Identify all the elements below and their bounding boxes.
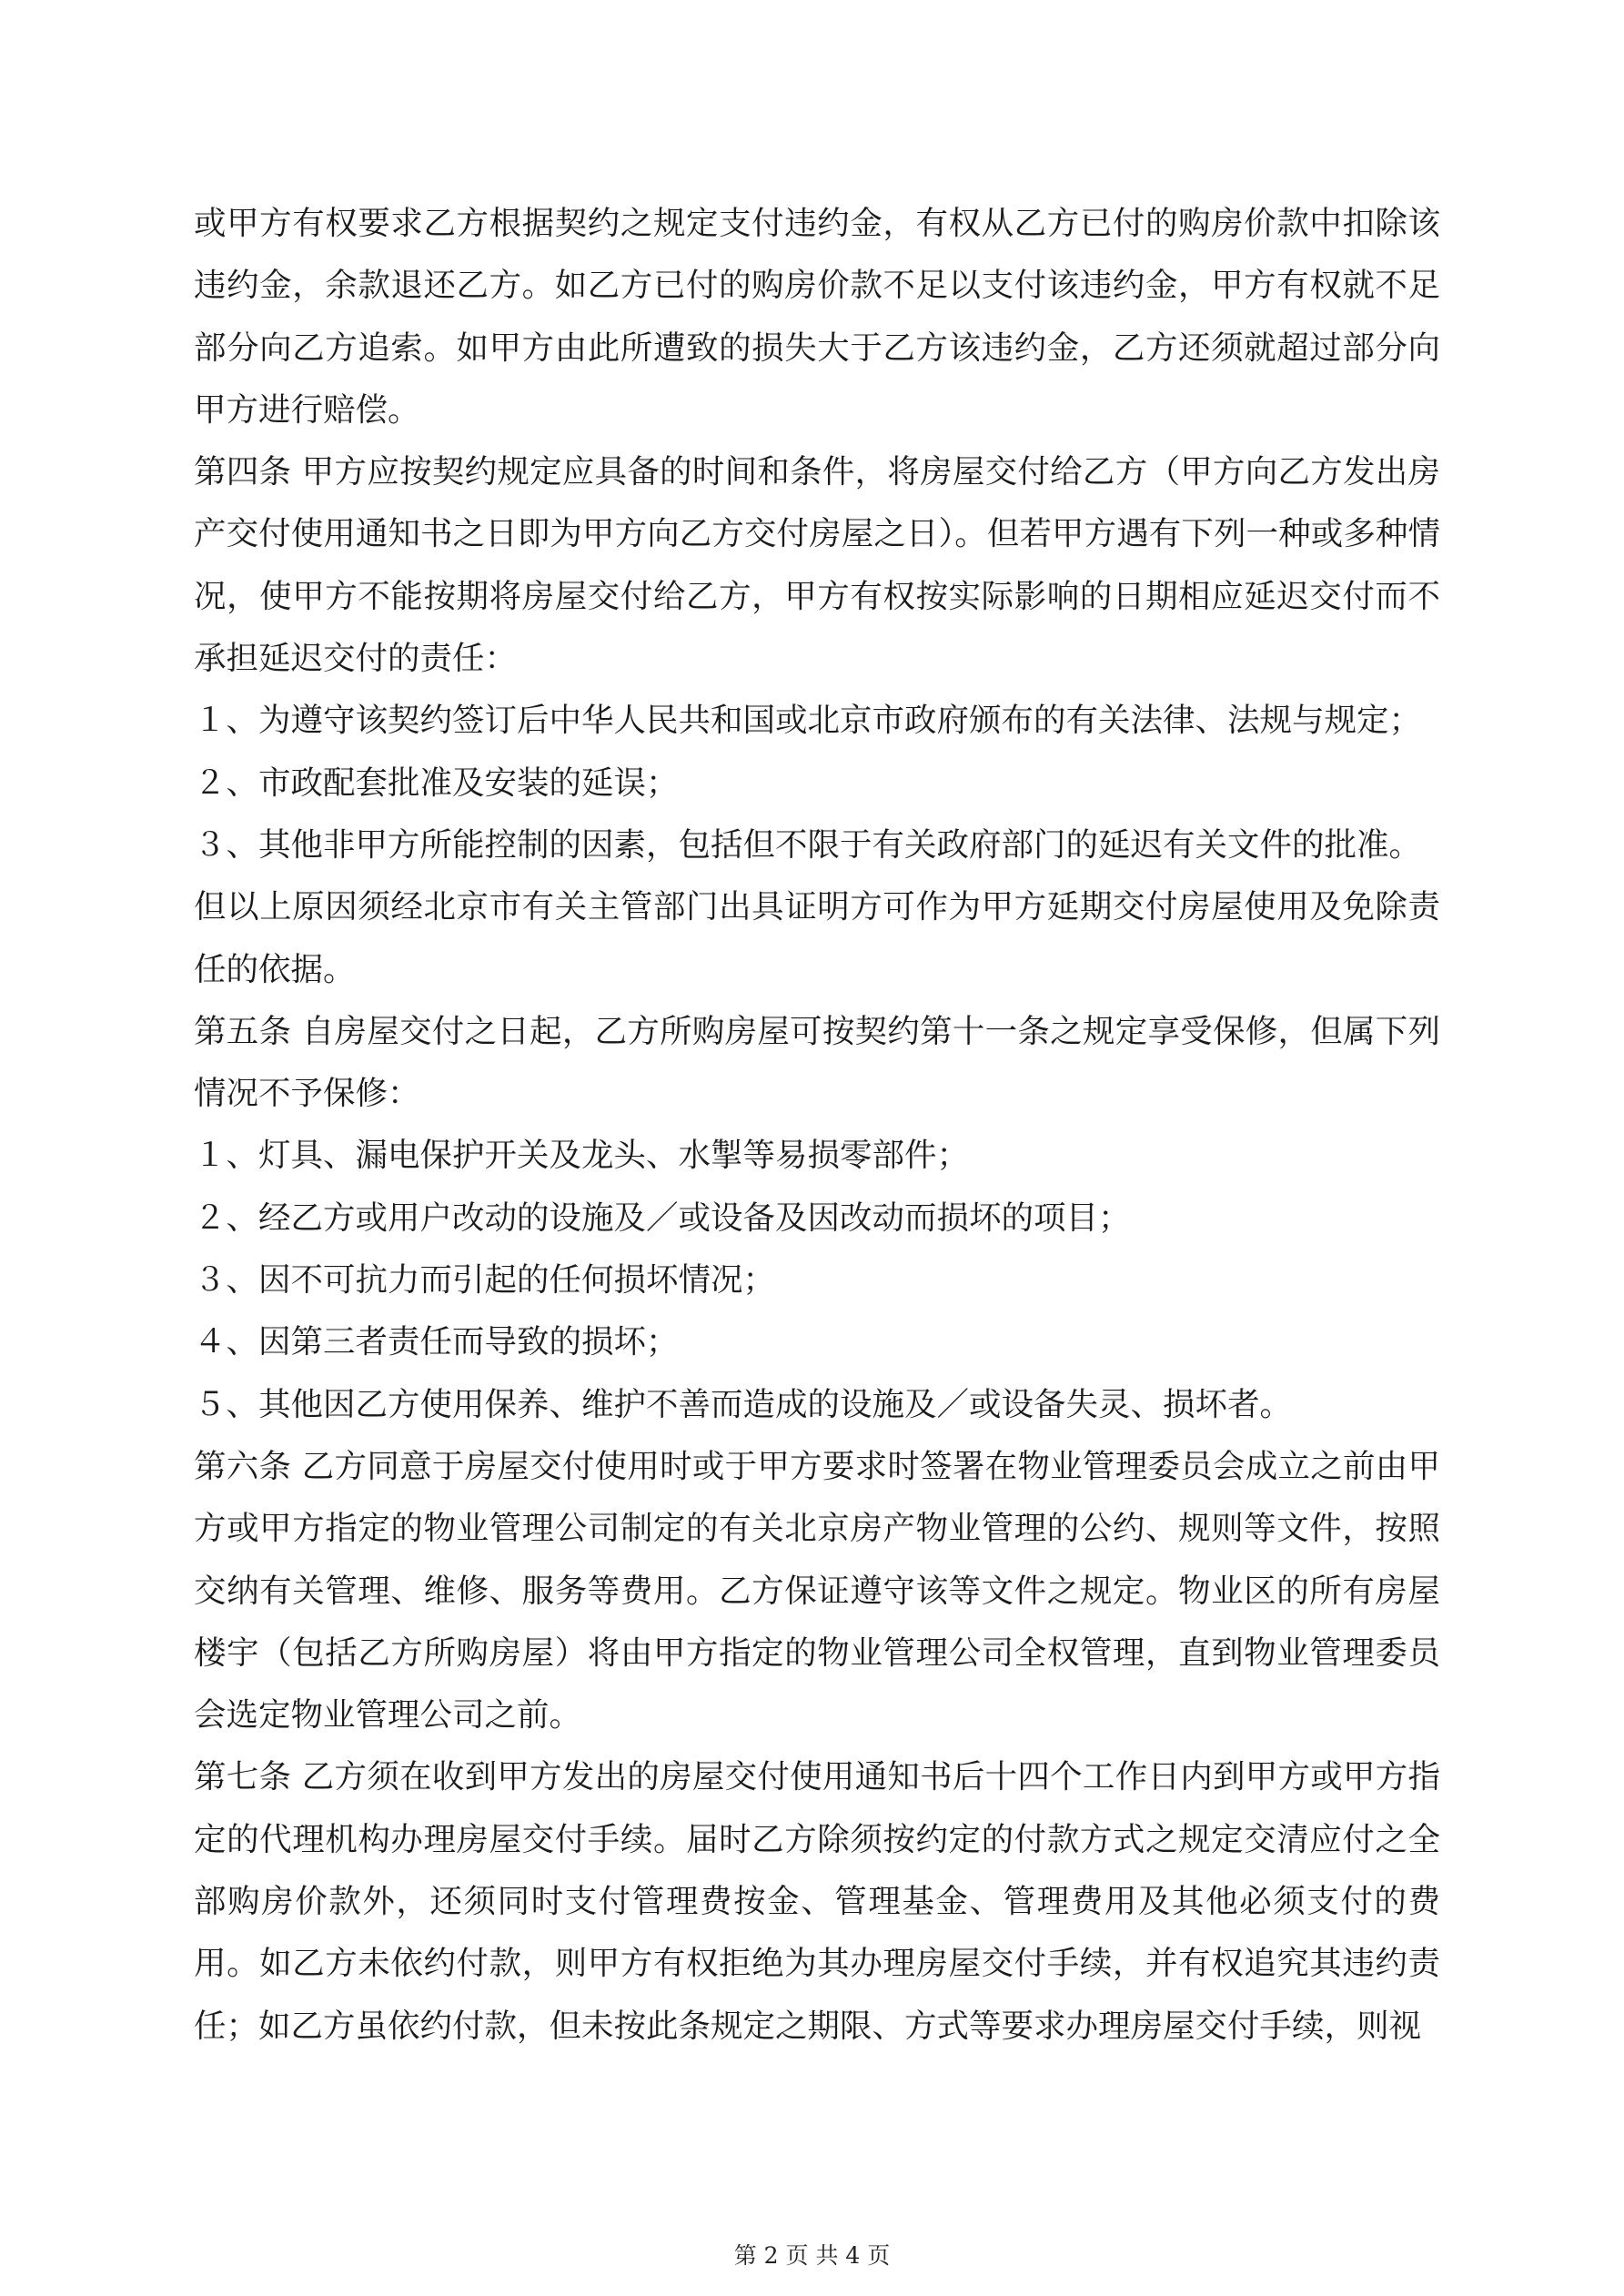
- list-item-article-5-2: ２、经乙方或用户改动的设施及／或设备及因改动而损坏的项目；: [194, 1199, 1131, 1237]
- list-item-article-5-5: ５、其他因乙方使用保养、维护不善而造成的设施及／或设备失灵、损坏者。: [194, 1385, 1293, 1423]
- page-number-footer: 第 2 页 共 4 页: [733, 2242, 891, 2269]
- paragraph-article-4-proviso: 但以上原因须经北京市有关主管部门出具证明方可作为甲方延期交付房屋使用及免除责任的依据。: [194, 888, 1440, 988]
- paragraph-article-6: 第六条 乙方同意于房屋交付使用时或于甲方要求时签署在物业管理委员会成立之前由甲方或甲方指定的物业管理公司制定的有关北京房产物业管理的公约、规则等文件，按照交纳有关管理、维修、服务等费用。乙方保证遵守该等文件之规定。物业区的所有房屋楼宇（包括乙方所购房屋）将由甲方指定的物业管理公司全权管理，直到物业管理委员会选定物业管理公司之前。: [194, 1447, 1440, 1735]
- list-item-article-5-1: １、灯具、漏电保护开关及龙头、水掣等易损零部件；: [194, 1137, 970, 1175]
- paragraph-article-4: 第四条 甲方应按契约规定应具备的时间和条件，将房屋交付给乙方（甲方向乙方发出房产交付使用通知书之日即为甲方向乙方交付房屋之日）。但若甲方遇有下列一种或多种情况，使甲方不能按期将房屋交付给乙方，甲方有权按实际影响的日期相应延迟交付而不承担延迟交付的责任：: [194, 453, 1440, 678]
- paragraph-article-5: 第五条 自房屋交付之日起，乙方所购房屋可按契约第十一条之规定享受保修，但属下列情况不予保修：: [194, 1012, 1440, 1113]
- list-item-article-5-4: ４、因第三者责任而导致的损坏；: [194, 1323, 679, 1361]
- list-item-article-4-1: １、为遵守该契约签订后中华人民共和国或北京市政府颁布的有关法律、法规与规定；: [194, 702, 1422, 740]
- paragraph-article-7: 第七条 乙方须在收到甲方发出的房屋交付使用通知书后十四个工作日内到甲方或甲方指定的代理机构办理房屋交付手续。届时乙方除须按约定的付款方式之规定交清应付之全部购房价款外，还须同时支付管理费按金、管理基金、管理费用及其他必须支付的费用。如乙方未依约付款，则甲方有权拒绝为其办理房屋交付手续，并有权追究其违约责任；如乙方虽依约付款，但未按此条规定之期限、方式等要求办理房屋交付手续，则视: [194, 1758, 1440, 2045]
- list-item-article-4-2: ２、市政配套批准及安装的延误；: [194, 764, 679, 802]
- document-body: [194, 193, 1440, 2058]
- list-item-article-4-3: ３、其他非甲方所能控制的因素，包括但不限于有关政府部门的延迟有关文件的批准。: [194, 825, 1422, 864]
- list-item-article-5-3: ３、因不可抗力而引起的任何损坏情况；: [194, 1261, 776, 1300]
- paragraph-penalty-continuation: 或甲方有权要求乙方根据契约之规定支付违约金，有权从乙方已付的购房价款中扣除该违约金，余款退还乙方。如乙方已付的购房价款不足以支付该违约金，甲方有权就不足部分向乙方追索。如甲方由此所遭致的损失大于乙方该违约金，乙方还须就超过部分向甲方进行赔偿。: [194, 205, 1440, 429]
